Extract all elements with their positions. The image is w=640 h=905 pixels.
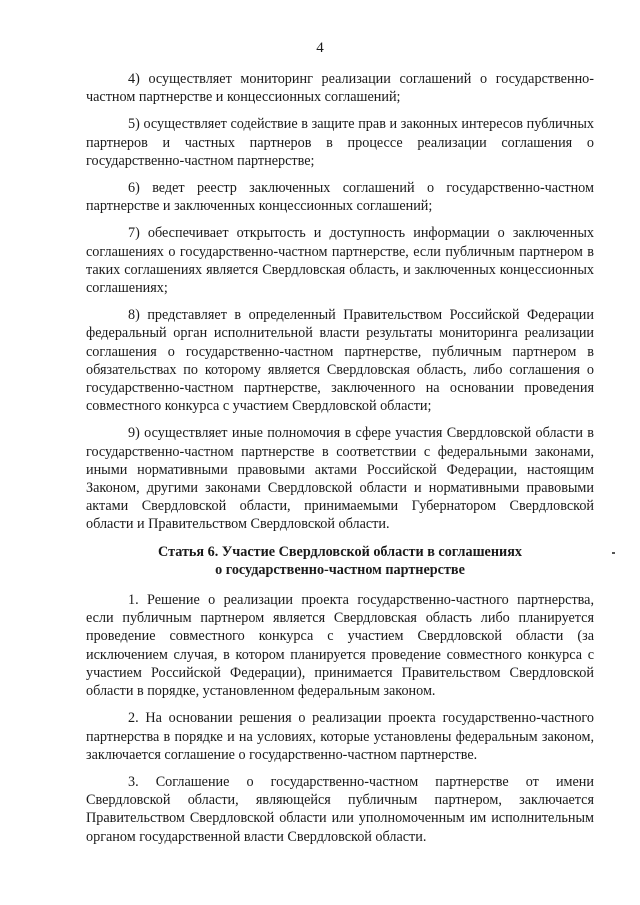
page-number: 4 xyxy=(316,40,324,56)
article-paragraph-2: 2. На основании решения о реализации проекта государственно-частного партнерства в порядке и на условиях, которые установлены федеральным законом, заключается соглашение о государственно-частном партнерстве. xyxy=(86,710,594,763)
article-paragraph-3: 3. Соглашение о государственно-частном партнерстве от имени Свердловской области, являющейся публичным партнером, заключается Правительством Свердловской области или уполномоченным им исполнительным органом государственной власти Свердловской области. xyxy=(86,773,594,845)
list-item-6: 6) ведет реестр заключенных соглашений о государственно-частном партнерстве и заключенных концессионных соглашений; xyxy=(86,180,594,215)
list-item-8: 8) представляет в определенный Правительством Российской Федерации федеральный орган исполнительной власти результаты мониторинга реализации соглашения о государственно-частном партнерстве, публичным партнером в обязательствах по которому является Свердловская область, либо соглашения о государственно-частном партнерстве, заключенного на основании проведения совместного конкурса с участием Свердловской области; xyxy=(86,307,594,415)
article-heading-line-1: Статья 6. Участие Свердловской области в соглашениях xyxy=(158,543,522,560)
article-heading-line-2: о государственно-частном партнерстве xyxy=(215,561,465,578)
list-item-9: 9) осуществляет иные полномочия в сфере участия Свердловской области в государственно-частном партнерстве в соответствии с федеральными законами, иными нормативными правовыми актами Российской Федерации, настоящим Законом, другими законами Свердловской области и нормативными правовыми актами Свердловской области, принимаемыми Губернатором Свердловской области и Правительством Свердловской области. xyxy=(86,425,594,533)
list-item-4: 4) осуществляет мониторинг реализации соглашений о государственно-частном партнерстве и концессионных соглашений; xyxy=(86,71,594,106)
document-body xyxy=(86,70,594,855)
article-paragraph-1: 1. Решение о реализации проекта государственно-частного партнерства, если публичным партнером является Свердловская область либо планируется проведение совместного конкурса с участием Свердловской области (за исключением случая, в котором планируется проведение совместного конкурса с участием Российской Федерации), принимается Правительством Свердловской области в порядке, установленном федеральным законом. xyxy=(86,592,594,700)
article-heading xyxy=(86,543,594,579)
list-item-7: 7) обеспечивает открытость и доступность информации о заключенных соглашениях о государственно-частном партнерстве, если публичным партнером в таких соглашениях является Свердловская область, и заключенных концессионных соглашениях; xyxy=(86,225,594,297)
scan-artifact-mark xyxy=(612,552,615,554)
list-item-5: 5) осуществляет содействие в защите прав и законных интересов публичных партнеров и частных партнеров в процессе реализации соглашения о государственно-частном партнерстве; xyxy=(86,116,594,169)
